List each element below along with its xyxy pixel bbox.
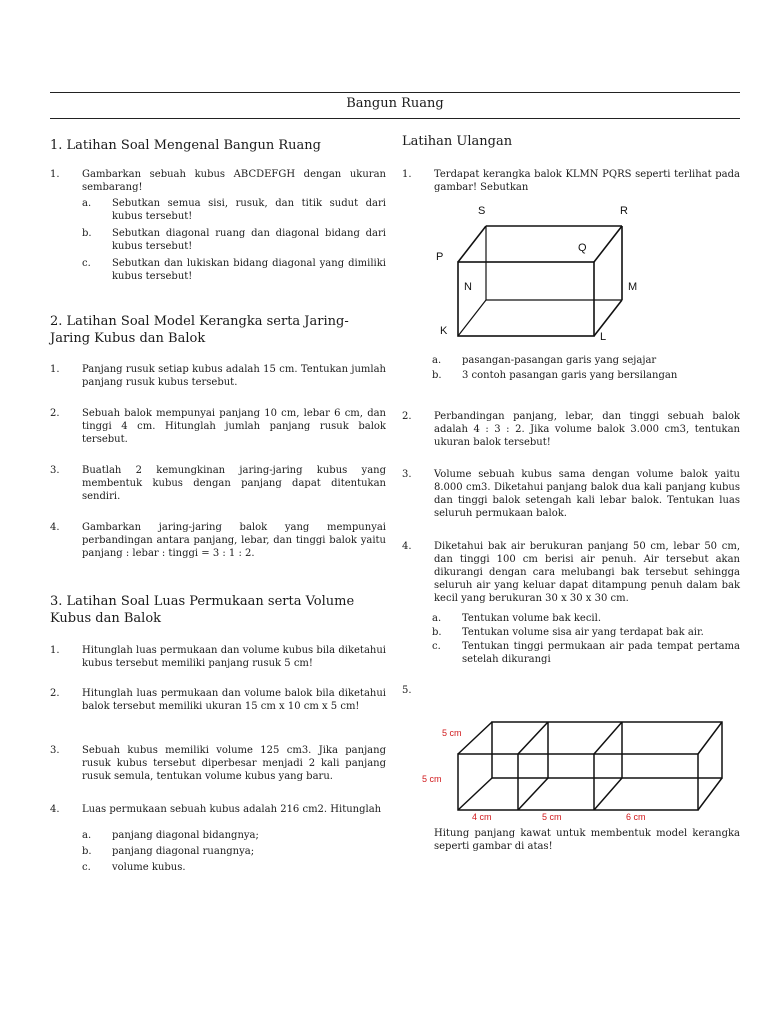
page-title: Bangun Ruang [346, 96, 444, 111]
list-item: 2. Perbandingan panjang, lebar, dan tinggi sebuah balok adalah 4 : 3 : 2. Jika volume balok 3.000 cm3, tentukan ukuran balok tersebut! [402, 411, 740, 448]
sub-item: a. Tentukan volume bak kecil. [432, 613, 601, 624]
vertex-label: Q [578, 242, 587, 254]
section2-heading: 2. Latihan Soal Model Kerangka serta Jaring-Jaring Kubus dan Balok [50, 314, 349, 346]
vertex-label: P [436, 251, 444, 263]
edge [458, 722, 492, 754]
edge [594, 778, 622, 810]
sub-item: c. Sebutkan dan lukiskan bidang diagonal yang dimiliki kubus tersebut! [82, 258, 386, 282]
section3-heading: 3. Latihan Soal Luas Permukaan serta Volume Kubus dan Balok [50, 594, 355, 626]
front-frame [458, 754, 698, 810]
dimension-label: 4 cm [472, 812, 492, 822]
vertex-label: K [440, 325, 448, 337]
sub-item: b. Tentukan volume sisa air yang terdapat bak air. [432, 627, 704, 638]
sub-item: b. Sebutkan diagonal ruang dan diagonal bidang dari kubus tersebut! [82, 228, 386, 252]
sub-item: b. 3 contoh pasangan garis yang bersilangan [432, 370, 678, 381]
list-item: 4. Diketahui bak air berukuran panjang 50 cm, lebar 50 cm, dan tinggi 100 cm berisi air penuh. Air tersebut akan dikurangi dengan cara melubangi bak tersebut sehingga seluruh air yang keluar dapat ditampung penuh dalam bak kecil yang berukuran 30 x 30 x 30 cm. [402, 541, 740, 604]
back-frame [492, 722, 722, 778]
sub-item: a. panjang diagonal bidangnya; [82, 830, 259, 841]
section1-heading: 1. Latihan Soal Mengenal Bangun Ruang [50, 138, 321, 153]
dimension-label: 5 cm [422, 774, 442, 784]
list-item: 1. Terdapat kerangka balok KLMN PQRS seperti terlihat pada gambar! Sebutkan [402, 169, 740, 193]
dimension-label: 6 cm [626, 812, 646, 822]
list-item: 3. Sebuah kubus memiliki volume 125 cm3. Jika panjang rusuk kubus tersebut diperbesar menjadi 2 kali panjang rusuk semula, tentukan volume kubus yang baru. [50, 745, 386, 782]
edge [594, 226, 622, 262]
vertex-label: L [600, 331, 607, 343]
edge [698, 778, 722, 810]
vertex-label: M [628, 281, 638, 293]
hidden-edge [458, 300, 486, 336]
list-item: 3. Buatlah 2 kemungkinan jaring-jaring kubus yang membentuk kubus dengan panjang dapat ditentukan sendiri. [50, 465, 386, 502]
section4-heading: Latihan Ulangan [402, 134, 513, 149]
sub-item: b. panjang diagonal ruangnya; [82, 846, 255, 857]
cuboid-figure [430, 198, 660, 348]
wire-frame-figure [416, 712, 732, 824]
edge [698, 722, 722, 754]
sub-item: a. pasangan-pasangan garis yang sejajar [432, 355, 657, 366]
sub-item: c. Tentukan tinggi permukaan air pada tempat pertama setelah dikurangi [432, 641, 740, 665]
figure-caption: Hitung panjang kawat untuk membentuk model kerangka seperti gambar di atas! [434, 828, 740, 852]
sub-item: c. volume kubus. [82, 862, 186, 873]
vertex-label: N [464, 281, 472, 293]
edge [458, 226, 486, 262]
edge [518, 778, 548, 810]
edge [594, 300, 622, 336]
list-item: 1. Panjang rusuk setiap kubus adalah 15 cm. Tentukan jumlah panjang rusuk kubus tersebut. [50, 364, 386, 388]
vertex-label: S [478, 205, 486, 217]
edge [518, 722, 548, 754]
list-item: 1. Hitunglah luas permukaan dan volume kubus bila diketahui kubus tersebut memiliki panjang rusuk 5 cm! [50, 645, 386, 669]
list-item: 4. Luas permukaan sebuah kubus adalah 216 cm2. Hitunglah [50, 804, 382, 815]
edge [594, 722, 622, 754]
front-face [458, 262, 594, 336]
title-rule [50, 118, 740, 119]
list-item: 3. Volume sebuah kubus sama dengan volume balok yaitu 8.000 cm3. Diketahui panjang balok dua kali panjang kubus dan tinggi balok setengah kali lebar balok. Tentukan luas seluruh permukaan balok. [402, 469, 740, 519]
sub-item: a. Sebutkan semua sisi, rusuk, dan titik sudut dari kubus tersebut! [82, 198, 386, 222]
dimension-label: 5 cm [442, 728, 462, 738]
vertex-label: R [620, 205, 628, 217]
edge [458, 778, 492, 810]
list-item: 2. Hitunglah luas permukaan dan volume balok bila diketahui balok tersebut memiliki ukuran 15 cm x 10 cm x 5 cm! [50, 688, 386, 712]
list-item: 1. Gambarkan sebuah kubus ABCDEFGH dengan ukuran sembarang! [50, 169, 386, 193]
list-item: 4. Gambarkan jaring-jaring balok yang mempunyai perbandingan antara panjang, lebar, dan tinggi balok yaitu panjang : lebar : tinggi = 3 : 1 : 2. [50, 522, 386, 559]
dimension-label: 5 cm [542, 812, 562, 822]
top-rule [50, 92, 740, 93]
list-item: 2. Sebuah balok mempunyai panjang 10 cm, lebar 6 cm, dan tinggi 4 cm. Hitunglah jumlah panjang rusuk balok tersebut. [50, 408, 386, 445]
